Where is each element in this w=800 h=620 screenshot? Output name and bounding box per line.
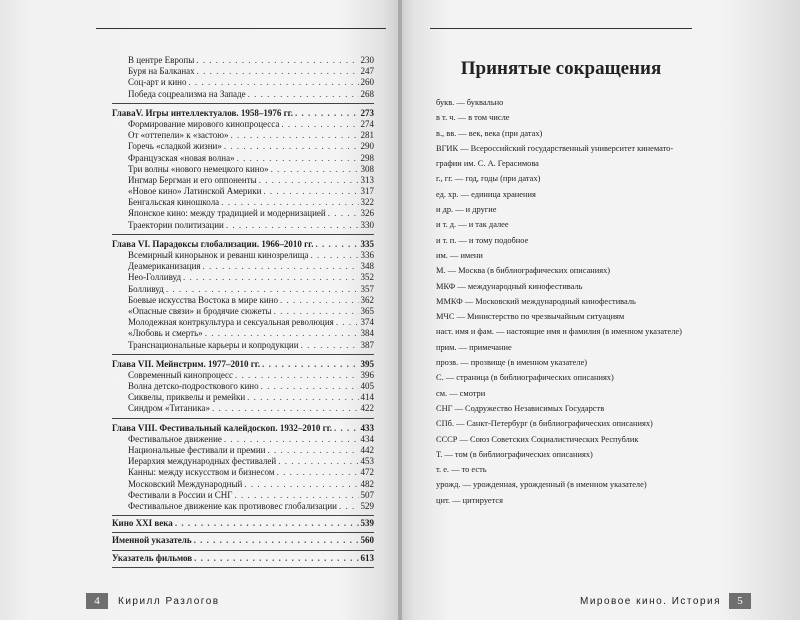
toc-entry-page: 453 xyxy=(360,456,374,467)
abbreviation-entry: ед. хр. — единица хранения xyxy=(436,189,536,199)
toc-entry-title: Молодежная контркультура и сексуальная революция xyxy=(128,317,334,328)
toc-leader-dots xyxy=(311,250,359,261)
toc-leader-dots xyxy=(262,359,358,370)
toc-separator-rule xyxy=(112,515,374,516)
abbreviation-entry: Т. — том (в библиографических описаниях) xyxy=(436,449,593,459)
toc-leader-dots xyxy=(166,284,359,295)
right-page-number: 5 xyxy=(729,593,751,609)
toc-leader-dots xyxy=(237,153,359,164)
toc-entry-page: 395 xyxy=(360,358,374,369)
toc-leader-dots xyxy=(175,518,359,529)
toc-entry xyxy=(112,89,374,100)
toc-entry-page: 335 xyxy=(360,238,374,249)
toc-leader-dots xyxy=(261,381,359,392)
toc-leader-dots xyxy=(203,261,359,272)
abbreviation-entry: ММКФ — Московский международный кинофестиваль xyxy=(436,296,636,306)
toc-separator-rule xyxy=(112,567,374,568)
toc-entry-page: 357 xyxy=(360,283,374,294)
toc-entry-page: 433 xyxy=(360,422,374,433)
abbreviation-entry: в., вв. — век, века (при датах) xyxy=(436,128,543,138)
toc-chapter-heading xyxy=(112,518,374,529)
toc-entry-page: 613 xyxy=(360,552,374,563)
toc-entry xyxy=(112,328,374,339)
abbreviation-entry: им. — имени xyxy=(436,250,483,260)
toc-entry-title: Формирование мирового кинопроцесса xyxy=(128,118,280,129)
toc-entry-title: Всемирный кинорынок и реванш кинозрелища xyxy=(128,250,309,260)
toc-entry xyxy=(112,501,374,512)
toc-leader-dots xyxy=(235,370,358,381)
toc-leader-dots xyxy=(301,340,359,351)
toc-entry xyxy=(112,434,374,445)
toc-entry-page: 384 xyxy=(360,328,374,339)
toc-entry xyxy=(112,250,374,261)
toc-leader-dots xyxy=(221,197,358,208)
toc-separator-rule xyxy=(112,234,374,235)
toc-entry-page: 274 xyxy=(360,118,374,129)
toc-entry-title: Горечь «сладкой жизни» xyxy=(128,141,222,152)
toc-leader-dots xyxy=(196,55,358,66)
toc-leader-dots xyxy=(224,141,359,152)
toc-leader-dots xyxy=(194,553,358,564)
toc-entry-title: Иерархия международных фестивалей xyxy=(128,456,277,467)
toc-entry-title: Японское кино: между традицией и модернизацией xyxy=(128,208,326,219)
toc-entry-page: 529 xyxy=(360,500,374,511)
toc-entry xyxy=(112,317,374,328)
toc-entry xyxy=(112,403,374,414)
toc-entry-page: 247 xyxy=(360,66,374,77)
toc-entry-title: Буря на Балканах xyxy=(128,66,195,77)
toc-entry-title: Глава VIII. Фестивальный калейдоскоп. 1932–2010 гг. xyxy=(112,422,333,433)
toc-entry-title: Транснациональные карьеры и копродукции xyxy=(128,339,299,350)
toc-leader-dots xyxy=(224,434,359,445)
toc-chapter-heading xyxy=(112,535,374,546)
abbreviation-entry: и т. п. — и тому подобное xyxy=(436,235,529,245)
toc-chapter-heading xyxy=(112,108,374,119)
toc-entry-title: «Любовь и смерть» xyxy=(128,328,203,339)
abbreviations-list xyxy=(436,95,698,508)
toc-entry-page: 374 xyxy=(360,317,374,328)
toc-entry-title: Соц-арт и кино xyxy=(128,77,187,88)
abbreviation-entry: и др. — и другие xyxy=(436,205,497,215)
toc-entry-page: 365 xyxy=(360,305,374,316)
toc-entry-title: Боевые искусства Востока в мире кино xyxy=(128,294,278,305)
toc-entry-title: Три волны «нового немецкого кино» xyxy=(128,163,269,174)
right-header-rule xyxy=(430,28,692,29)
toc-leader-dots xyxy=(339,501,359,512)
toc-entry-title: Современный кинопроцесс xyxy=(128,369,234,380)
toc-entry xyxy=(112,119,374,130)
toc-entry xyxy=(112,153,374,164)
abbreviation-entry: цит. — цитируется xyxy=(436,495,503,505)
toc-entry-page: 482 xyxy=(360,478,374,489)
toc-entry-page: 405 xyxy=(360,381,374,392)
toc-entry xyxy=(112,456,374,467)
toc-entry xyxy=(112,208,374,219)
toc-entry-page: 308 xyxy=(360,163,374,174)
author-running-footer: Кирилл Разлогов xyxy=(118,595,220,607)
toc-entry-page: 348 xyxy=(360,261,374,272)
toc-leader-dots xyxy=(328,208,359,219)
toc-entry-page: 539 xyxy=(360,518,374,529)
toc-entry-page: 472 xyxy=(360,467,374,478)
toc-entry xyxy=(112,467,374,478)
toc-entry-page: 268 xyxy=(360,88,374,99)
toc-entry-title: Деамериканизация xyxy=(128,261,201,272)
toc-entry-page: 434 xyxy=(360,433,374,444)
toc-entry xyxy=(112,490,374,501)
toc-entry xyxy=(112,261,374,272)
toc-entry xyxy=(112,130,374,141)
toc-entry-title: Нео-Голливуд xyxy=(128,272,182,283)
abbreviation-entry: г., гг. — год, годы (при датах) xyxy=(436,174,541,184)
toc-entry-page: 422 xyxy=(360,403,374,414)
toc-entry xyxy=(112,77,374,88)
toc-entry-title: В центре Европы xyxy=(128,55,195,65)
toc-entry-title: Ингмар Бергман и его оппоненты xyxy=(128,174,257,185)
toc-entry-page: 387 xyxy=(360,339,374,350)
toc-entry-title: Канны: между искусством и бизнесом xyxy=(128,467,275,478)
toc-entry-page: 507 xyxy=(360,489,374,500)
toc-entry-page: 313 xyxy=(360,174,374,185)
toc-leader-dots xyxy=(234,490,358,501)
toc-leader-dots xyxy=(226,220,359,231)
abbreviations-title: Принятые сокращения xyxy=(460,58,662,79)
toc-entry-page: 336 xyxy=(360,250,374,260)
toc-entry xyxy=(112,340,374,351)
toc-entry-page: 396 xyxy=(360,369,374,380)
toc-leader-dots xyxy=(334,423,358,434)
toc-entry xyxy=(112,306,374,317)
toc-entry xyxy=(112,272,374,283)
toc-entry-title: Фестивали в России и СНГ xyxy=(128,489,233,500)
toc-entry xyxy=(112,445,374,456)
abbreviation-entry: урожд. — урожденная, урожденный (в именном указателе) xyxy=(436,480,647,490)
toc-leader-dots xyxy=(247,392,358,403)
toc-leader-dots xyxy=(248,89,359,100)
toc-leader-dots xyxy=(197,66,359,77)
right-footer xyxy=(580,592,751,610)
toc-entry-page: 317 xyxy=(360,186,374,197)
toc-leader-dots xyxy=(263,186,358,197)
toc-entry-page: 352 xyxy=(360,272,374,283)
toc-separator-rule xyxy=(112,550,374,551)
toc-entry-title: Французская «новая волна» xyxy=(128,152,235,163)
toc-leader-dots xyxy=(183,272,358,283)
abbreviation-entry: ВГИК — Всероссийский государственный университет кинемато- графии им. С. А. Герасимова xyxy=(436,143,674,169)
abbreviation-entry: см. — смотри xyxy=(436,388,486,398)
toc-entry-title: Указатель фильмов xyxy=(112,552,193,563)
abbreviation-entry: С. — страница (в библиографических описаниях) xyxy=(436,373,614,383)
toc-entry xyxy=(112,381,374,392)
abbreviation-entry: СПб. — Санкт-Петербург (в библиографических описаниях) xyxy=(436,419,653,429)
toc-entry-title: «Опасные связи» и бродячие сюжеты xyxy=(128,305,272,316)
toc-entry-title: «Новое кино» Латинской Америки xyxy=(128,186,262,197)
toc-entry-title: Московский Международный xyxy=(128,478,243,489)
toc-separator-rule xyxy=(112,354,374,355)
toc-chapter-heading xyxy=(112,239,374,250)
abbreviation-entry: СНГ — Содружество Независимых Государств xyxy=(436,403,605,413)
abbreviation-entry: МЧС — Министерство по чрезвычайным ситуациям xyxy=(436,312,625,322)
toc-entry-title: Глава VII. Мейнстрим. 1977–2010 гг. xyxy=(112,358,261,369)
toc-entry-title: Бенгальская киношкола xyxy=(128,197,220,208)
toc-separator-rule xyxy=(112,532,374,533)
toc-entry-page: 326 xyxy=(360,208,374,219)
toc-entry-page: 560 xyxy=(360,535,374,546)
toc-entry-title: Именной указатель xyxy=(112,535,192,546)
toc-leader-dots xyxy=(316,239,359,250)
toc-entry xyxy=(112,66,374,77)
toc-entry xyxy=(112,141,374,152)
toc-leader-dots xyxy=(244,479,358,490)
toc-entry-title: Национальные фестивали и премии xyxy=(128,445,266,455)
toc-entry-title: Фестивальное движение как противовес глобализации xyxy=(128,500,337,511)
toc-chapter-heading xyxy=(112,553,374,564)
toc-entry-title: Победа соцреализма на Западе xyxy=(128,88,246,99)
book-title-running-footer: Мировое кино. История xyxy=(580,595,722,607)
toc-leader-dots xyxy=(212,403,359,414)
toc-entry xyxy=(112,284,374,295)
toc-entry xyxy=(112,164,374,175)
toc-entry xyxy=(112,295,374,306)
toc-leader-dots xyxy=(231,130,359,141)
toc-leader-dots xyxy=(336,317,359,328)
toc-entry xyxy=(112,186,374,197)
toc-leader-dots xyxy=(271,164,359,175)
toc-entry xyxy=(112,392,374,403)
toc-entry xyxy=(112,479,374,490)
abbreviation-entry: МКФ — международный кинофестиваль xyxy=(436,281,583,291)
toc-separator-rule xyxy=(112,418,374,419)
toc-leader-dots xyxy=(278,456,358,467)
toc-entry-title: ГлаваV. Игры интеллектуалов. 1958–1976 гг. xyxy=(112,107,294,118)
toc-entry-page: 442 xyxy=(360,445,374,455)
toc-leader-dots xyxy=(295,108,358,119)
left-footer xyxy=(86,592,220,610)
toc-entry-page: 322 xyxy=(360,197,374,208)
abbreviation-entry: в т. ч. — в том числе xyxy=(436,113,510,123)
abbreviation-entry: прозв. — прозвище (в именном указателе) xyxy=(436,358,588,368)
toc-entry-title: Фестивальное движение xyxy=(128,433,222,444)
toc-entry-title: Волна детско-подросткового кино xyxy=(128,381,259,392)
toc-leader-dots xyxy=(194,535,359,546)
toc-entry xyxy=(112,175,374,186)
abbreviation-entry: букв. — буквально xyxy=(436,98,504,107)
toc-leader-dots xyxy=(277,467,359,478)
toc-leader-dots xyxy=(280,295,359,306)
toc-leader-dots xyxy=(188,77,358,88)
toc-chapter-heading xyxy=(112,423,374,434)
toc-entry xyxy=(112,370,374,381)
abbreviation-entry: и т. д. — и так далее xyxy=(436,220,509,230)
abbreviation-entry: т. е. — то есть xyxy=(436,465,487,475)
toc-entry-page: 290 xyxy=(360,141,374,152)
abbreviation-entry: прим. — примечание xyxy=(436,342,512,352)
toc-entry xyxy=(112,197,374,208)
toc-chapter-heading xyxy=(112,359,374,370)
abbreviation-entry: наст. имя и фам. — настоящие имя и фамилия (в именном указателе) xyxy=(436,327,682,337)
toc-entry-page: 281 xyxy=(360,130,374,141)
toc-entry-page: 230 xyxy=(360,55,374,65)
toc-entry-title: Сиквелы, приквелы и ремейки xyxy=(128,392,246,403)
table-of-contents xyxy=(112,55,374,569)
toc-leader-dots xyxy=(205,328,359,339)
abbreviation-entry: М. — Москва (в библиографических описаниях) xyxy=(436,266,611,276)
left-page-number: 4 xyxy=(86,593,108,609)
toc-entry-title: Синдром «Титаника» xyxy=(128,403,210,414)
toc-leader-dots xyxy=(259,175,359,186)
left-header-rule xyxy=(96,28,386,29)
toc-entry-page: 414 xyxy=(360,392,374,403)
abbreviation-entry: СССР — Союз Советских Социалистических Республик xyxy=(436,434,639,444)
toc-entry-page: 362 xyxy=(360,294,374,305)
toc-leader-dots xyxy=(267,445,358,456)
toc-entry-page: 260 xyxy=(360,77,374,88)
toc-entry-title: Траектории политизации xyxy=(128,219,224,230)
toc-separator-rule xyxy=(112,103,374,104)
toc-entry-title: Глава VI. Парадоксы глобализации. 1966–2010 гг. xyxy=(112,238,314,249)
toc-entry-page: 298 xyxy=(360,152,374,163)
toc-entry-title: Кино XXI века xyxy=(112,518,173,529)
toc-entry-page: 273 xyxy=(360,107,374,118)
toc-entry xyxy=(112,55,374,66)
toc-entry-page: 330 xyxy=(360,219,374,230)
toc-entry-title: От «оттепели» к «застою» xyxy=(128,130,229,141)
toc-entry xyxy=(112,220,374,231)
toc-entry-title: Болливуд xyxy=(128,283,164,294)
toc-leader-dots xyxy=(281,119,358,130)
toc-leader-dots xyxy=(274,306,359,317)
